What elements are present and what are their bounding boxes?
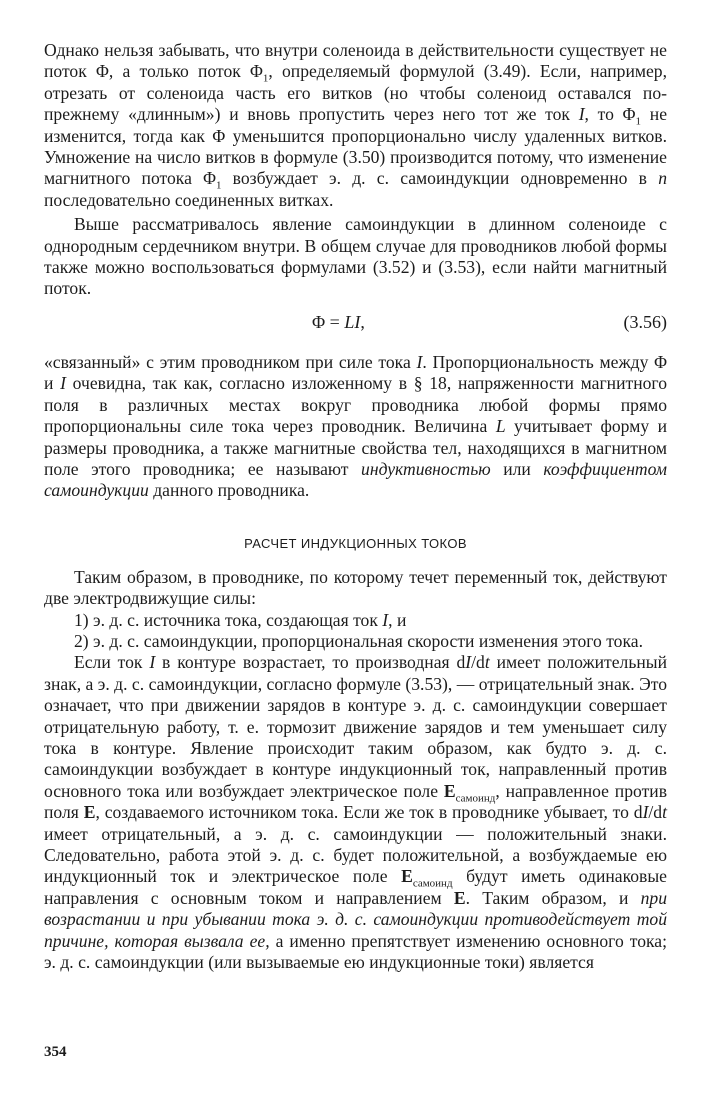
paragraph-current-change: Если ток I в контуре возрастает, то производная dI/dt имеет положительный знак, а э. д. с. самоиндукции, согласно формуле (3.53), — отрицательный знак. Это означает, что при движении зарядов в контуре э. д. с. самоиндукции совершает отрицательную работу, т. е. тормозит движение зарядов и тем уменьшает силу тока в контуре. Явление происходит таким образом, как будто э. д. с. самоиндукции возбуждает в контуре индукционный ток, направленный против основного тока или возбуждает электрическое поле $E_{самоинд}$, направленное против поля E, создаваемого источником тока. Если же ток в проводнике убывает, то dI/dt имеет отрицательный, а э. д. с. самоиндукции — положительный знаки. Следовательно, работа этой э. д. с. будет положительной, а возбуждаемые ею индукционный ток и электрическое поле $E_{самоинд}$ будут иметь одинаковые направления с основным током и направлением E. Таким образом, и при возрастании и при убывании тока э. д. с. самоиндукции противодействует той причине, которая вызвала ее, а именно препятствует изменению основного тока; э. д. с. самоиндукции (или вызываемые ею индукционные токи) является [44, 652, 667, 973]
list-item-1: 1) э. д. с. источника тока, создающая ток I, и [74, 609, 407, 630]
term-inductance: индуктивностью [361, 458, 491, 479]
equation-number: (3.56) [623, 311, 667, 332]
equation-body: Φ = LI, [312, 311, 365, 332]
list-item-2: 2) э. д. с. самоиндукции, пропорциональная скорости изменения этого тока. [74, 630, 643, 651]
paragraph-two-emf: Таким образом, в проводнике, по которому течет переменный ток, действуют две электродвижущие силы: [44, 566, 667, 609]
emphasized-lenz-statement: при возрастании и при убывании тока э. д. с. самоиндукции противодействует той причине, которая вызвала ее, [44, 887, 667, 951]
equation-3-56 [44, 312, 667, 342]
page-body [44, 40, 667, 973]
paragraph-general-case: Выше рассматривалось явление самоиндукции в длинном соленоиде с однородным сердечником внутри. В общем случае для проводников любой формы также можно воспользоваться формулами (3.52) и (3.53), если найти магнитный поток. [44, 214, 667, 299]
page-number: 354 [44, 1044, 67, 1060]
term-self-induction-coefficient: коэффициентом самоиндукции [44, 458, 667, 501]
paragraph-soleniod-flux: Однако нельзя забывать, что внутри соленоида в действительности существует не поток Φ, а только поток $\Phi_1$, определяемый формулой (3.49). Если, например, отрезать от соленоида часть его витков (но чтобы соленоид оставался по-прежнему «длинным») и вновь пропустить через него тот же ток I, то $\Phi_1$ не изменится, тогда как Φ уменьшится пропорционально числу удаленных витков. Умножение на число витков в формуле (3.50) производится потому, что изменение магнитного потока $\Phi_1$ возбуждает э. д. с. самоиндукции одновременно в n последовательно соединенных витках. [44, 40, 668, 210]
section-heading: РАСЧЕТ ИНДУКЦИОННЫХ ТОКОВ [244, 535, 467, 551]
paragraph-inductance: «связанный» с этим проводником при силе тока I. Пропорциональность между Φ и I очевидна, так как, согласно изложенному в § 18, напряженности магнитного поля в различных местах вокруг проводника любой формы прямо пропорциональны силе тока через проводник. Величина L учитывает форму и размеры проводника, а также магнитные свойства тел, находящихся в магнитном поле этого проводника; ее называют индуктивностью или коэффициентом самоиндукции данного проводника. [44, 351, 668, 501]
